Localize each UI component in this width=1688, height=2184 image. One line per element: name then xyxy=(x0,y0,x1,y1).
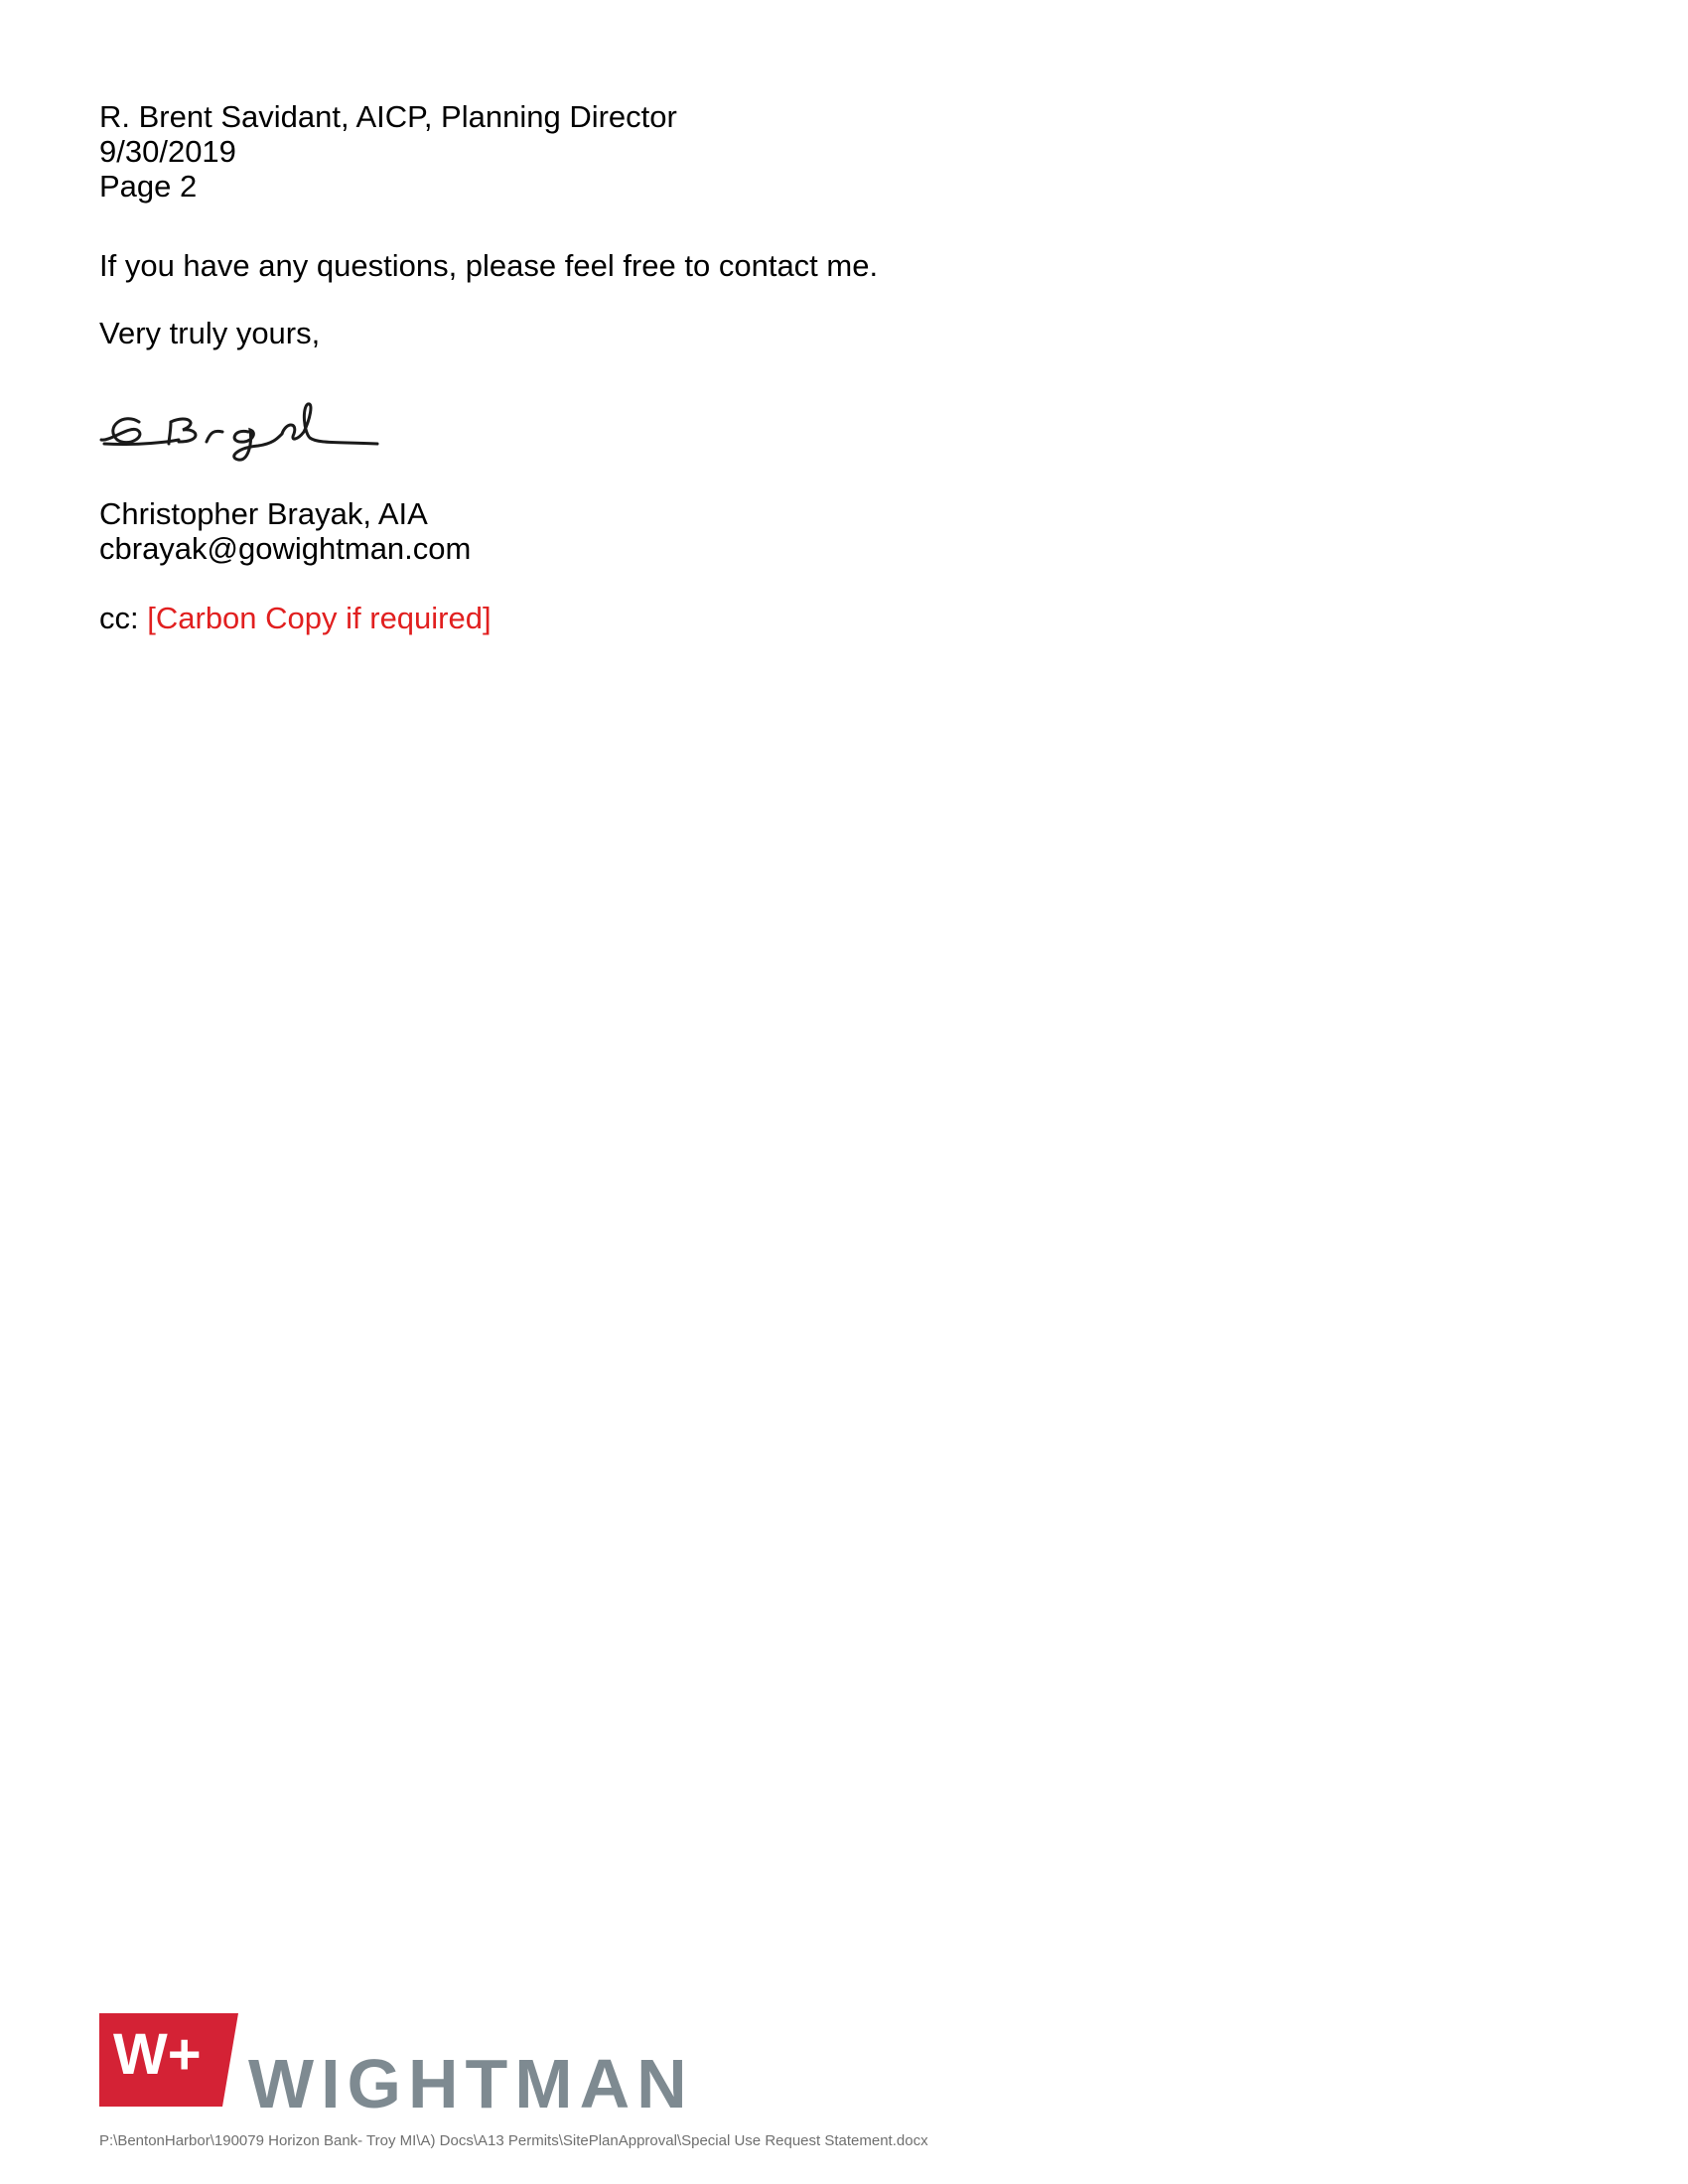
closing-line: Very truly yours, xyxy=(99,316,321,350)
recipient-line: R. Brent Savidant, AICP, Planning Director xyxy=(99,99,677,134)
body-paragraph: If you have any questions, please feel free to contact me. xyxy=(99,248,879,283)
logo-wordmark: WIGHTMAN xyxy=(248,2045,694,2122)
cc-value: [Carbon Copy if required] xyxy=(147,601,492,635)
signer-name: Christopher Brayak, AIA xyxy=(99,496,428,531)
cc-line xyxy=(99,601,492,636)
letter-date: 9/30/2019 xyxy=(99,134,236,169)
signer-email: cbrayak@gowightman.com xyxy=(99,531,472,566)
cc-label: cc: xyxy=(99,601,139,635)
wightman-logo xyxy=(99,2013,715,2122)
page-number: Page 2 xyxy=(99,169,198,204)
logo-mark-text: W+ xyxy=(113,2022,202,2087)
handwritten-signature xyxy=(99,392,397,472)
footer-file-path: P:\BentonHarbor\190079 Horizon Bank- Troy MI\A) Docs\A13 Permits\SitePlanApproval\Special Use Request Statement.docx xyxy=(99,2132,928,2149)
